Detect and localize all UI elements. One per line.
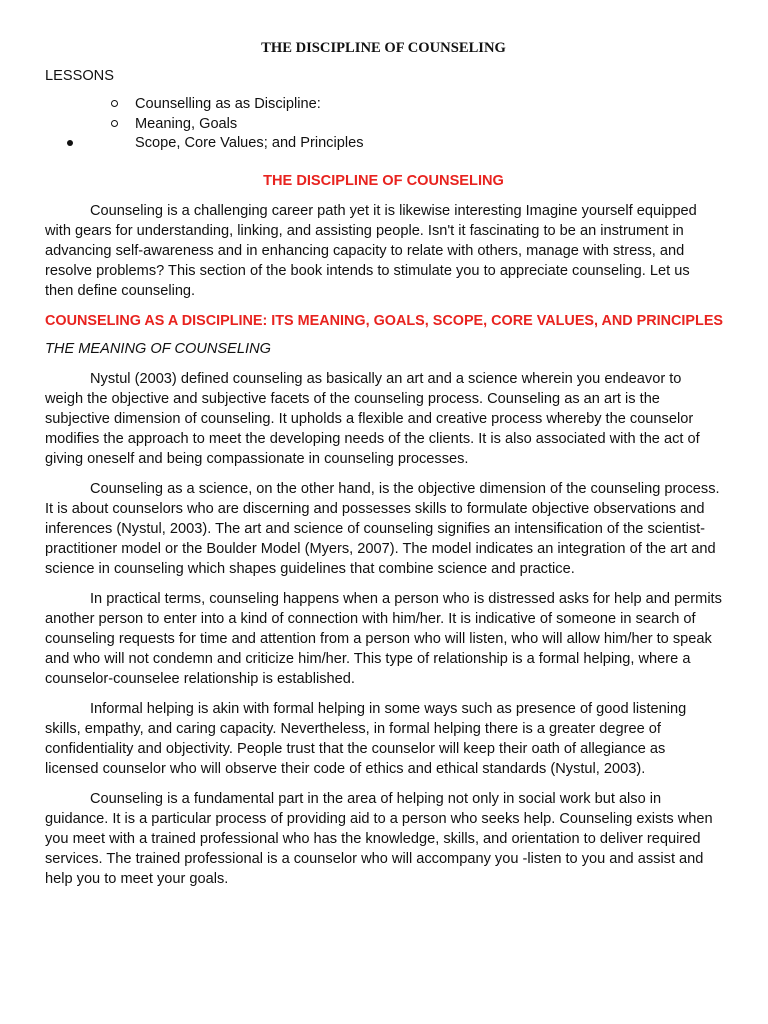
lessons-label: LESSONS (45, 68, 114, 84)
hollow-bullet-icon (111, 120, 118, 127)
solid-bullet-icon (67, 140, 73, 146)
body-paragraph: Counseling is a fundamental part in the area of helping not only in social work but also in guidance. It is a particular process of providing aid to a person who seeks help. Counseling exists when you meet with a trained professional who has the knowledge, skills, and orientation to deliver required services. The trained professional is a counselor who will accompany you -listen to you and assist and help you to meet your goals. (45, 790, 713, 887)
sub-heading: COUNSELING AS A DISCIPLINE: ITS MEANING, GOALS, SCOPE, CORE VALUES, AND PRINCIPLES (45, 312, 724, 329)
body-paragraph: Informal helping is akin with formal helping in some ways such as presence of good listening skills, empathy, and caring capacity. Nevertheless, in formal helping there is a greater degree of confidentiality and objectivity. People trust that the counselor will keep their oath of allegiance as licensed counselor who will observe their code of ethics and ethical standards (Nystul, 2003). (45, 700, 687, 777)
body-paragraph: In practical terms, counseling happens when a person who is distressed asks for help and permits another person to enter into a kind of connection with him/her. It is indicative of someone in search of counseling requests for time and attention from a person who will listen, who will allow him/her to speak and who will not condemn and criticize him/her. This type of relationship is a formal helping, where a counselor-counselee relationship is established. (45, 590, 722, 687)
section-heading: THE DISCIPLINE OF COUNSELING (263, 172, 504, 189)
document-title: THE DISCIPLINE OF COUNSELING (261, 40, 506, 56)
hollow-bullet-icon (111, 100, 118, 107)
lesson-item-text: Counselling as as Discipline: (135, 96, 321, 112)
body-paragraph: Counseling as a science, on the other hand, is the objective dimension of the counseling process. It is about counselors who are discerning and possesses skills to formulate objective observations and inferences (Nystul, 2003). The art and science of counseling signifies an intensification of the scientist-practitioner model or the Boulder Model (Myers, 2007). The model indicates an integration of the art and science in counseling which shapes guidelines that combine science and practice. (45, 480, 720, 577)
intro-paragraph: Counseling is a challenging career path yet it is likewise interesting Imagine yourself equipped with gears for understanding, linking, and assisting people. Isn't it fascinating to be an instrument in advancing self-awareness and in enhancing capacity to relate with others, manage with stress, and resolve problems? This section of the book intends to stimulate you to appreciate counseling. Let us then define counseling. (45, 202, 697, 299)
lesson-item-text: Scope, Core Values; and Principles (135, 135, 364, 151)
body-paragraph: Nystul (2003) defined counseling as basically an art and a science wherein you endeavor to weigh the objective and subjective facets of the counseling process. Counseling as an art is the subjective dimension of counseling. It upholds a flexible and creative process whereby the counselor modifies the approach to meet the developing needs of the clients. It is also associated with the act of giving oneself and being compassionate in counseling processes. (45, 370, 700, 467)
lesson-item (45, 94, 722, 114)
meaning-heading: THE MEANING OF COUNSELING (45, 340, 271, 357)
lessons-list (45, 94, 722, 153)
lesson-item (45, 114, 722, 134)
lesson-item (45, 133, 722, 153)
lesson-item-text: Meaning, Goals (135, 115, 238, 132)
